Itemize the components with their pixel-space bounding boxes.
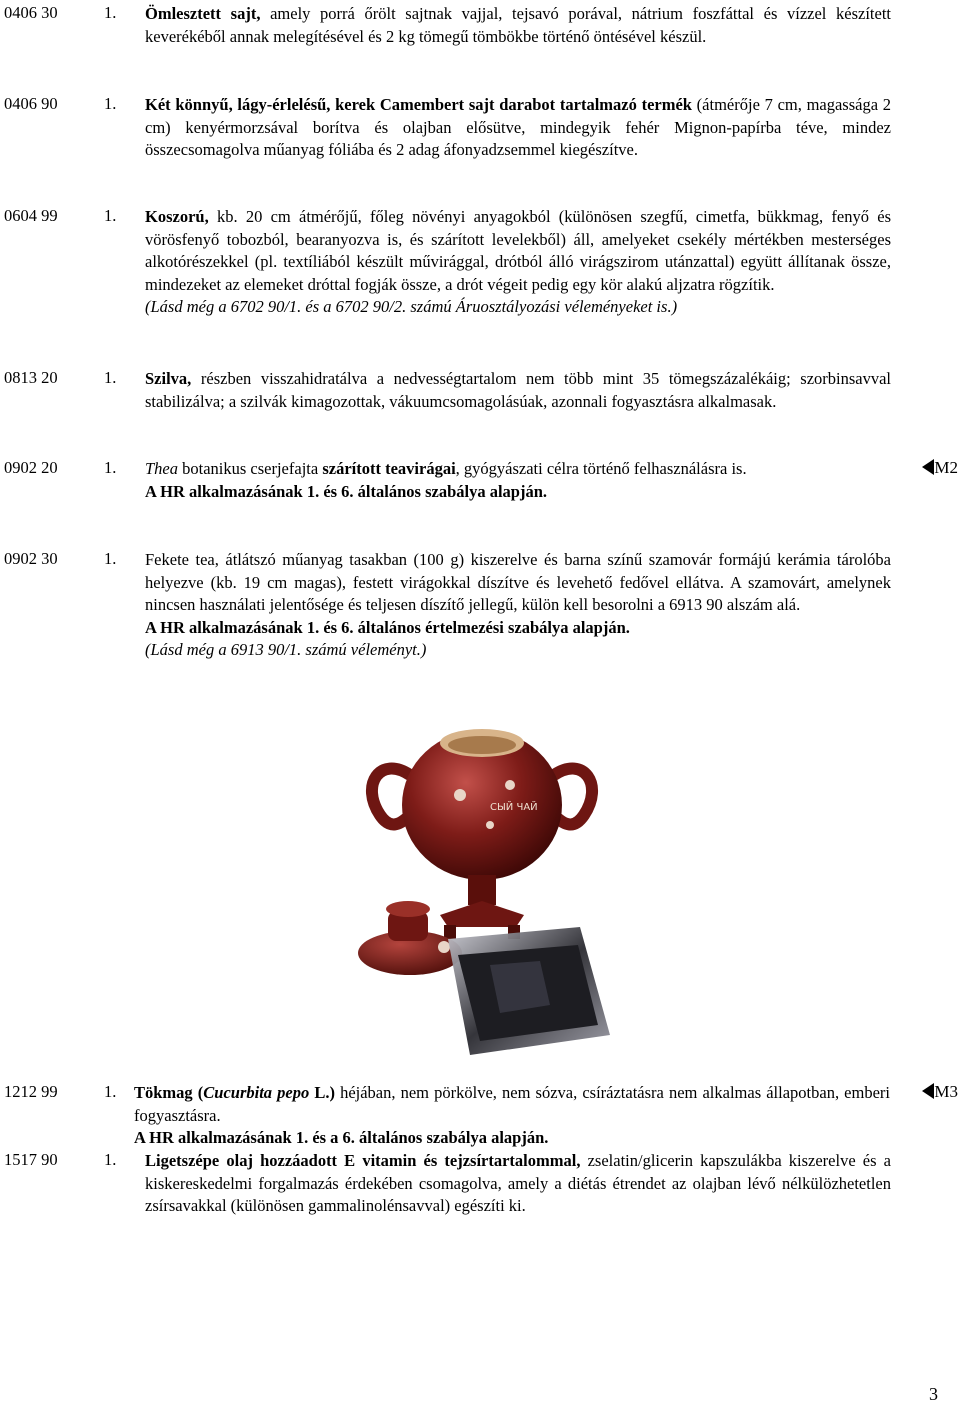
entry-description: zselatin/glicerin kapszulákba kiszerelve és a kiskereskedelmi forgalmazás érdekében csomagolva, amely a diétás étrendet az olajban lévő nélkülözhetetlen zsírsavakkal (különösen gammalinolénsavval) egészíti ki. (145, 1151, 891, 1216)
entry-title-start: Tökmag ( (134, 1083, 204, 1102)
entry-title: Ligetszépe olaj hozzáadott E vitamin és tejzsírtartalommal, (145, 1151, 581, 1170)
tariff-code: 1517 90 (4, 1150, 58, 1169)
page-number: 3 (929, 1384, 938, 1404)
entry-description: kb. 20 cm átmérőjű, főleg növényi anyagokból (különösen szegfű, cimetfa, bükkmag, fenyő és vörösfenyő tobozból, bearanyozva is, és szárított levelekből) áll, amelyeket csekély mértékben mesterséges alkotórészekkel (pl. textíliából készült művirággal, drótból álló virágszirom utánzattal) együtt állítanak össze, mindezeket az elemeket dróttal fogják össze, a drót végeit pedig egy kör alakú aljzatra rögzítik. (145, 207, 891, 294)
cross-reference-note: (Lásd még a 6913 90/1. számú véleményt.) (145, 640, 427, 660)
entry-description: , gyógyászati célra történő felhasználásra is. (455, 459, 747, 478)
entry-title (134, 1083, 335, 1102)
item-number: 1. (104, 1150, 117, 1169)
entry-text (145, 368, 891, 413)
item-number: 1. (104, 549, 117, 568)
entry-text (145, 94, 891, 162)
entry-text (145, 549, 891, 662)
item-number: 1. (104, 1082, 117, 1101)
classification-rule: A HR alkalmazásának 1. és 6. általános szabálya alapján. (145, 481, 548, 501)
cross-reference-note: (Lásd még a 6702 90/1. és a 6702 90/2. számú Áruosztályozási véleményeket is.) (145, 297, 678, 317)
entry-description: (átmérője 7 cm, magassága 2 cm) kenyérmorzsával borítva és olajban elősütve, mindegyik fehér Mignon-papírba téve, mindez összecsomagolva műanyag fóliába és 2 adag áfonyadzsemmel kiegészítve. (145, 95, 891, 160)
entry-description: amely porrá őrölt sajtnak vajjal, tejsavó porával, nátrium foszfáttal és vízzel készített keverékéből annak melegítésével és 2 kg tömegű tömbökbe történő öntésével készül. (145, 4, 891, 46)
tariff-code: 0406 30 (4, 3, 58, 22)
triangle-left-icon (922, 459, 934, 475)
samovar-image (340, 715, 624, 1059)
entry-title: Szilva, (145, 369, 192, 388)
item-number: 1. (104, 94, 117, 113)
item-number: 1. (104, 458, 117, 477)
item-number: 1. (104, 3, 117, 22)
svg-text:СЫЙ ЧАЙ: СЫЙ ЧАЙ (490, 802, 538, 813)
entry-title: Koszorú, (145, 207, 209, 226)
tariff-code: 0406 90 (4, 94, 58, 113)
entry-description: részben visszahidratálva a nedvességtartalom nem több mint 35 tömegszázalékáig; szorbinsavval stabilizálva; a szilvák kimagozottak, vákuumcsomagolásúak, azonnali fogyasztásra alkalmasak. (145, 369, 891, 411)
entry-description: héjában, nem pörkölve, nem sózva, csíráztatásra nem alkalmas állapotban, emberi fogyasztásra. (134, 1083, 890, 1125)
item-number: 1. (104, 368, 117, 387)
amendment-marker-label: M3 (934, 1082, 958, 1101)
entry-description: Fekete tea, átlátszó műanyag tasakban (100 g) kiszerelve és barna színű szamovár formájú kerámia tárolóba helyezve (kb. 19 cm magas), festett virágokkal díszítve és levehető fedővel ellátva. A szamovárt, amelynek nincsen használati jelentősége és teljesen díszítő jellegű, külön kell besorolni a 6913 90 alszám alá. (145, 550, 891, 615)
tariff-code: 0813 20 (4, 368, 58, 387)
entry-title-end: L.) (309, 1083, 335, 1102)
classification-rule: A HR alkalmazásának 1. és 6. általános értelmezési szabálya alapján. (145, 617, 630, 637)
triangle-left-icon (922, 1083, 934, 1099)
entry-text (145, 1150, 891, 1218)
entry-text (145, 206, 891, 319)
amendment-marker (922, 1082, 958, 1102)
entry-title: szárított teavirágai (322, 459, 456, 478)
entry-description-part: botanikus cserjefajta (178, 459, 323, 478)
samovar-photo (340, 715, 624, 1059)
tariff-code: 1212 99 (4, 1082, 58, 1101)
classification-rule: A HR alkalmazásának 1. és a 6. általános szabálya alapján. (134, 1128, 549, 1148)
species-name: Thea (145, 459, 178, 478)
tariff-code: 0902 30 (4, 549, 58, 568)
entry-title: Ömlesztett sajt, (145, 4, 261, 23)
item-number: 1. (104, 206, 117, 225)
entry-text (145, 458, 883, 503)
amendment-marker (922, 458, 958, 478)
amendment-marker-label: M2 (934, 458, 958, 477)
entry-title: Két könnyű, lágy-érlelésű, kerek Camembert sajt darabot tartalmazó termék (145, 95, 692, 114)
entry-text (134, 1082, 890, 1150)
tariff-code: 0902 20 (4, 458, 58, 477)
species-name: Cucurbita pepo (203, 1083, 310, 1102)
entry-text (145, 3, 891, 48)
tariff-code: 0604 99 (4, 206, 58, 225)
